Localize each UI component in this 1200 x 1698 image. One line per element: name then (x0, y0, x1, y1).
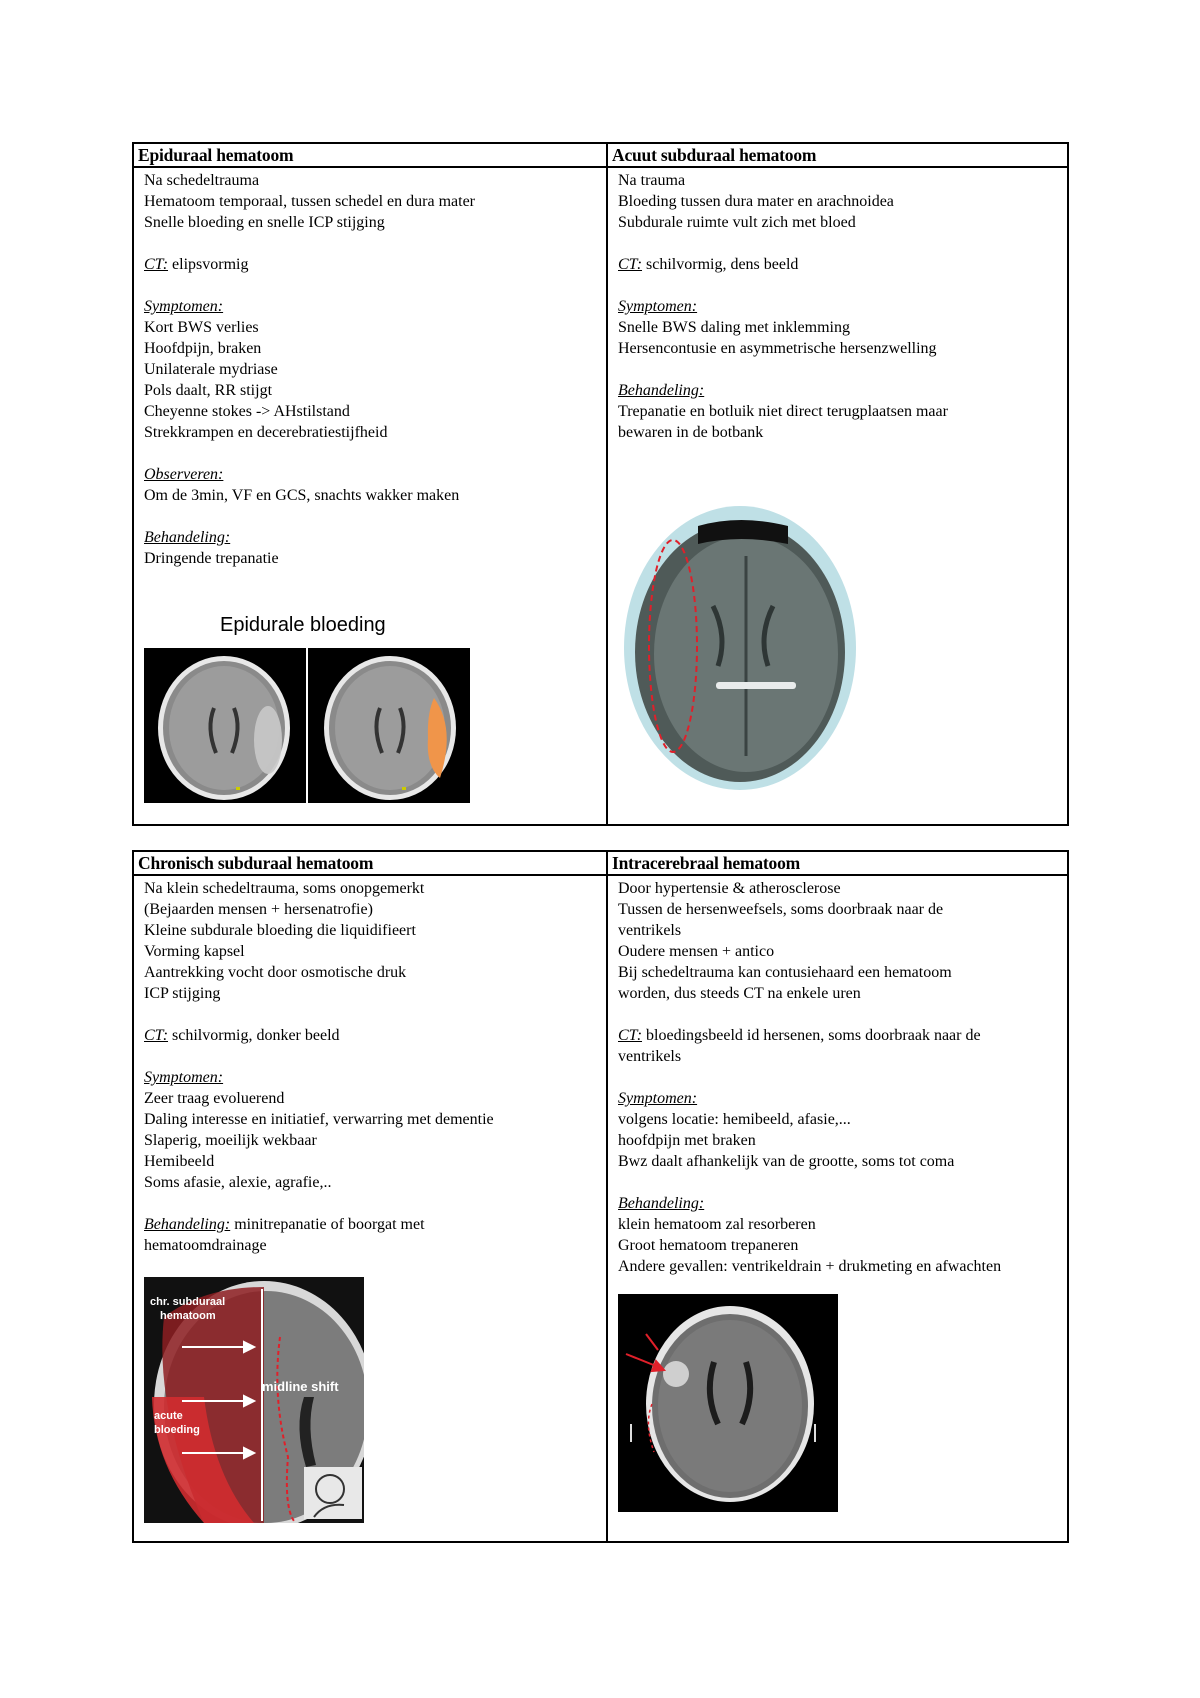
symptom-item: Bwz daalt afhankelijk van de grootte, soms tot coma (618, 1153, 955, 1170)
text-line: Aantrekking vocht door osmotische druk (144, 964, 407, 981)
ct-label: CT: (144, 1027, 169, 1044)
chronisch-body (134, 876, 606, 1256)
epiduraal-body (134, 168, 606, 569)
cell-chronisch-subduraal (134, 852, 608, 1541)
symptom-item: Hemibeeld (144, 1153, 215, 1170)
text-line: Na trauma (618, 172, 686, 189)
symptom-item: Slaperig, moeilijk wekbaar (144, 1132, 317, 1149)
ct-text: elipsvormig (168, 256, 249, 273)
ct-line (618, 254, 1067, 275)
symptom-item: Strekkrampen en decerebratiestijfheid (144, 424, 388, 441)
text-line: worden, dus steeds CT na enkele uren (618, 985, 861, 1002)
text-line: ICP stijging (144, 985, 221, 1002)
intracerebral-ct-image (618, 1294, 838, 1512)
ct-label: CT: (618, 1027, 643, 1044)
behandeling-item: bewaren in de botbank (618, 424, 764, 441)
table-bottom (132, 850, 1069, 1543)
symptomen-label: Symptomen: (144, 298, 224, 315)
epiduraal-title: Epiduraal hematoom (134, 144, 606, 168)
text-line: Vorming kapsel (144, 943, 245, 960)
label-midline: midline shift (262, 1379, 339, 1394)
text-line: Tussen de hersenweefsels, soms doorbraak naar de (618, 901, 944, 918)
symptomen-label: Symptomen: (618, 298, 698, 315)
symptom-item: Daling interesse en initiatief, verwarring met dementie (144, 1111, 494, 1128)
behandeling-cont: hematoomdrainage (144, 1237, 267, 1254)
text-line: (Bejaarden mensen + hersenatrofie) (144, 901, 373, 918)
acuut-body (608, 168, 1067, 443)
cell-intracerebraal (608, 852, 1067, 1541)
symptom-item: Cheyenne stokes -> AHstilstand (144, 403, 350, 420)
text-line: Hematoom temporaal, tussen schedel en dura mater (144, 193, 475, 210)
cell-epiduraal (134, 144, 608, 824)
text-line: Na schedeltrauma (144, 172, 260, 189)
behandeling-line (144, 1214, 606, 1235)
symptom-item: Pols daalt, RR stijgt (144, 382, 273, 399)
symptom-item: Hoofdpijn, braken (144, 340, 262, 357)
intracerebraal-body (608, 876, 1067, 1277)
text-line: Door hypertensie & atherosclerose (618, 880, 841, 897)
cell-acuut-subduraal (608, 144, 1067, 824)
behandeling-text: minitrepanatie of boorgat met (230, 1216, 425, 1233)
observeren-label: Observeren: (144, 466, 224, 483)
observeren-item: Om de 3min, VF en GCS, snachts wakker maken (144, 487, 460, 504)
label-bloeding: bloeding (154, 1424, 200, 1436)
text-line: Subdurale ruimte vult zich met bloed (618, 214, 856, 231)
chronic-subdural-ct-image (144, 1277, 364, 1523)
symptom-item: Snelle BWS daling met inklemming (618, 319, 850, 336)
ct-line (618, 1025, 1067, 1046)
symptom-item: volgens locatie: hemibeeld, afasie,... (618, 1111, 851, 1128)
symptom-item: Zeer traag evoluerend (144, 1090, 285, 1107)
text-line: Kleine subdurale bloeding die liquidifieert (144, 922, 416, 939)
behandeling-label: Behandeling: (144, 1216, 231, 1233)
ct-label: CT: (618, 256, 643, 273)
table-top (132, 142, 1069, 826)
ct-text: schilvormig, donker beeld (168, 1027, 340, 1044)
ct-text: bloedingsbeeld id hersenen, soms doorbraak naar de (642, 1027, 981, 1044)
intracerebraal-title: Intracerebraal hematoom (608, 852, 1067, 876)
symptomen-label: Symptomen: (144, 1069, 224, 1086)
label-chr: chr. subduraal (150, 1296, 226, 1308)
behandeling-item: Andere gevallen: ventrikeldrain + drukmeting en afwachten (618, 1258, 1002, 1275)
label-hematoom: hematoom (160, 1310, 216, 1322)
ct-line (144, 1025, 606, 1046)
symptom-item: Hersencontusie en asymmetrische hersenzwelling (618, 340, 937, 357)
text-line: Bij schedeltrauma kan contusiehaard een hematoom (618, 964, 952, 981)
text-line: Snelle bloeding en snelle ICP stijging (144, 214, 385, 231)
behandeling-label: Behandeling: (618, 382, 705, 399)
chronisch-title: Chronisch subduraal hematoom (134, 852, 606, 876)
symptomen-label: Symptomen: (618, 1090, 698, 1107)
text-line: Na klein schedeltrauma, soms onopgemerkt (144, 880, 425, 897)
symptom-item: Kort BWS verlies (144, 319, 259, 336)
text-line: ventrikels (618, 922, 682, 939)
text-line: Oudere mensen + antico (618, 943, 775, 960)
behandeling-item: Trepanatie en botluik niet direct terugplaatsen maar (618, 403, 948, 420)
symptom-item: hoofdpijn met braken (618, 1132, 756, 1149)
behandeling-item: Dringende trepanatie (144, 550, 279, 567)
behandeling-label: Behandeling: (618, 1195, 705, 1212)
ct-label: CT: (144, 256, 169, 273)
behandeling-label: Behandeling: (144, 529, 231, 546)
acute-subdural-ct-image (618, 496, 858, 796)
label-acute: acute (154, 1410, 183, 1422)
ct-text: schilvormig, dens beeld (642, 256, 799, 273)
ct-line (144, 254, 606, 275)
acuut-title: Acuut subduraal hematoom (608, 144, 1067, 168)
epidural-ct-image (144, 648, 470, 803)
symptom-item: Soms afasie, alexie, agrafie,.. (144, 1174, 332, 1191)
behandeling-item: klein hematoom zal resorberen (618, 1216, 816, 1233)
text-line: Bloeding tussen dura mater en arachnoidea (618, 193, 894, 210)
hematoma-spot (663, 1361, 689, 1387)
figure-caption: Epidurale bloeding (220, 614, 386, 636)
symptom-item: Unilaterale mydriase (144, 361, 278, 378)
ct-cont: ventrikels (618, 1048, 682, 1065)
behandeling-item: Groot hematoom trepaneren (618, 1237, 799, 1254)
